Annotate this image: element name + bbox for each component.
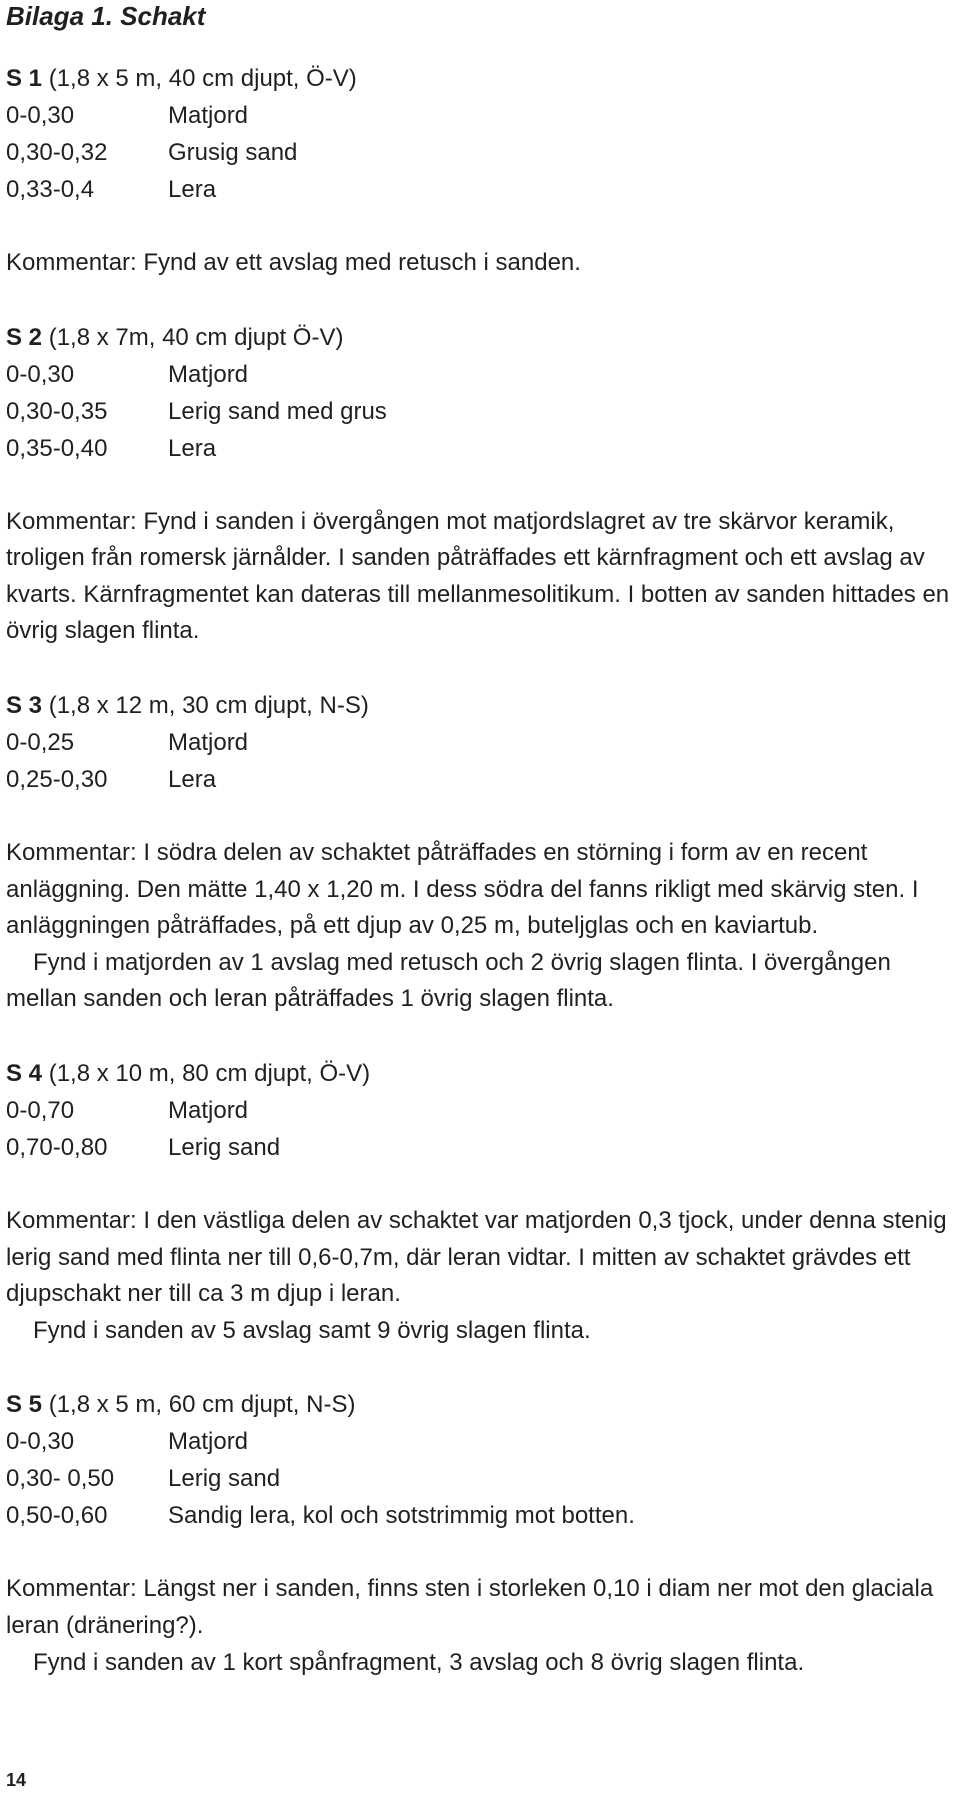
schakt-s1: [6, 60, 954, 282]
schakt-comment-finds: Fynd i sanden av 1 kort spånfragment, 3 avslag och 8 övrig slagen flinta.: [33, 1648, 805, 1676]
schakt-dimensions: (1,8 x 10 m, 80 cm djupt, Ö-V): [48, 1059, 371, 1087]
layer-material: Lera: [168, 176, 217, 203]
schakt-comment: Kommentar: Fynd i sanden i övergången mot matjordslagret av tre skärvor keramik, troligen från romersk järnålder. I sanden påträffades ett kärnfragment och ett avslag av kvarts. Kärnfragmentet kan dateras till mellanmesolitikum. I botten av sanden hittades en övrig slagen flinta.: [6, 507, 950, 645]
schakt-id: S 4: [6, 1059, 43, 1087]
layer-row: [6, 393, 954, 430]
layer-depth: 0,25-0,30: [6, 765, 108, 793]
document-page: [6, 0, 954, 1681]
layer-row: [6, 1092, 954, 1129]
schakt-comment-finds: Fynd i sanden av 5 avslag samt 9 övrig slagen flinta.: [33, 1316, 591, 1344]
schakt-header: [6, 1386, 954, 1423]
layer-row: [6, 97, 954, 134]
schakt-dimensions: (1,8 x 5 m, 60 cm djupt, N-S): [48, 1391, 356, 1419]
layer-depth: 0,35-0,40: [6, 434, 108, 462]
layer-row: [6, 134, 954, 171]
layer-depth: 0-0,30: [6, 102, 75, 129]
layer-row: [6, 1497, 954, 1534]
layer-depth: 0-0,30: [6, 360, 75, 388]
schakt-id: S 3: [6, 691, 43, 719]
schakt-header: [6, 319, 954, 356]
schakt-id: S 5: [6, 1391, 43, 1419]
layer-material: Lera: [168, 434, 217, 462]
section-gap: [6, 282, 954, 319]
layer-material: Matjord: [168, 360, 249, 388]
layer-depth: 0,30-0,32: [6, 139, 108, 166]
layer-row: [6, 1423, 954, 1460]
layer-row: [6, 171, 954, 208]
layer-material: Matjord: [168, 1428, 249, 1456]
layer-depth: 0-0,30: [6, 1428, 75, 1456]
schakt-comment: Kommentar: I den västliga delen av schaktet var matjorden 0,3 tjock, under denna stenig lerig sand med flinta ner till 0,6-0,7m, där leran vidtar. I mitten av schaktet grävdes ett djupschakt ner till ca 3 m djup i leran.: [6, 1206, 947, 1308]
schakt-comment-finds: Fynd i matjorden av 1 avslag med retusch och 2 övrig slagen flinta. I övergången mellan sanden och leran påträffades 1 övrig slagen flinta.: [6, 948, 891, 1013]
schakt-comment: Kommentar: Längst ner i sanden, finns sten i storleken 0,10 i diam ner mot den glaciala leran (dränering?).: [6, 1575, 934, 1639]
layer-depth: 0,30-0,35: [6, 397, 108, 425]
layer-row: [6, 356, 954, 393]
schakt-dimensions: (1,8 x 12 m, 30 cm djupt, N-S): [48, 691, 369, 719]
layer-depth: 0-0,25: [6, 728, 75, 756]
schakt-id: S 1: [6, 65, 43, 92]
layer-material: Lerig sand: [168, 1133, 281, 1161]
schakt-dimensions: (1,8 x 5 m, 40 cm djupt, Ö-V): [48, 65, 357, 92]
schakt-s4: [6, 1055, 954, 1349]
layer-depth: 0,30- 0,50: [6, 1465, 115, 1493]
document-title: Bilaga 1. Schakt: [6, 1, 206, 31]
layer-row: [6, 1460, 954, 1497]
layer-depth: 0-0,70: [6, 1096, 75, 1124]
schakt-id: S 2: [6, 323, 43, 351]
section-gap: [6, 1349, 954, 1386]
layer-material: Lerig sand med grus: [168, 397, 387, 425]
layer-material: Matjord: [168, 728, 249, 756]
layer-material: Lerig sand: [168, 1465, 281, 1493]
schakt-s3: [6, 687, 954, 1018]
schakt-comment: Kommentar: Fynd av ett avslag med retusch i sanden.: [6, 249, 581, 276]
layer-row: [6, 761, 954, 798]
layer-row: [6, 1129, 954, 1166]
layer-depth: 0,33-0,4: [6, 176, 95, 203]
section-gap: [6, 650, 954, 687]
page-number: 14: [6, 1770, 27, 1790]
schakt-header: [6, 1055, 954, 1092]
schakt-dimensions: (1,8 x 7m, 40 cm djupt Ö-V): [48, 323, 344, 351]
schakt-header: [6, 687, 954, 724]
layer-material: Sandig lera, kol och sotstrimmig mot botten.: [168, 1502, 635, 1530]
layer-depth: 0,50-0,60: [6, 1502, 108, 1530]
schakt-comment: Kommentar: I södra delen av schaktet påträffades en störning i form av en recent anläggning. Den mätte 1,40 x 1,20 m. I dess södra del fanns rikligt med skärvig sten. I anläggningen påträffades, på ett djup av 0,25 m, buteljglas och en kaviartub.: [6, 838, 919, 940]
layer-depth: 0,70-0,80: [6, 1133, 108, 1161]
layer-material: Matjord: [168, 102, 249, 129]
schakt-header: [6, 60, 954, 97]
schakt-s5: [6, 1386, 954, 1681]
layer-material: Matjord: [168, 1096, 249, 1124]
layer-material: Lera: [168, 765, 217, 793]
layer-row: [6, 724, 954, 761]
layer-row: [6, 430, 954, 467]
schakt-s2: [6, 319, 954, 650]
section-gap: [6, 1018, 954, 1055]
layer-material: Grusig sand: [168, 139, 298, 166]
